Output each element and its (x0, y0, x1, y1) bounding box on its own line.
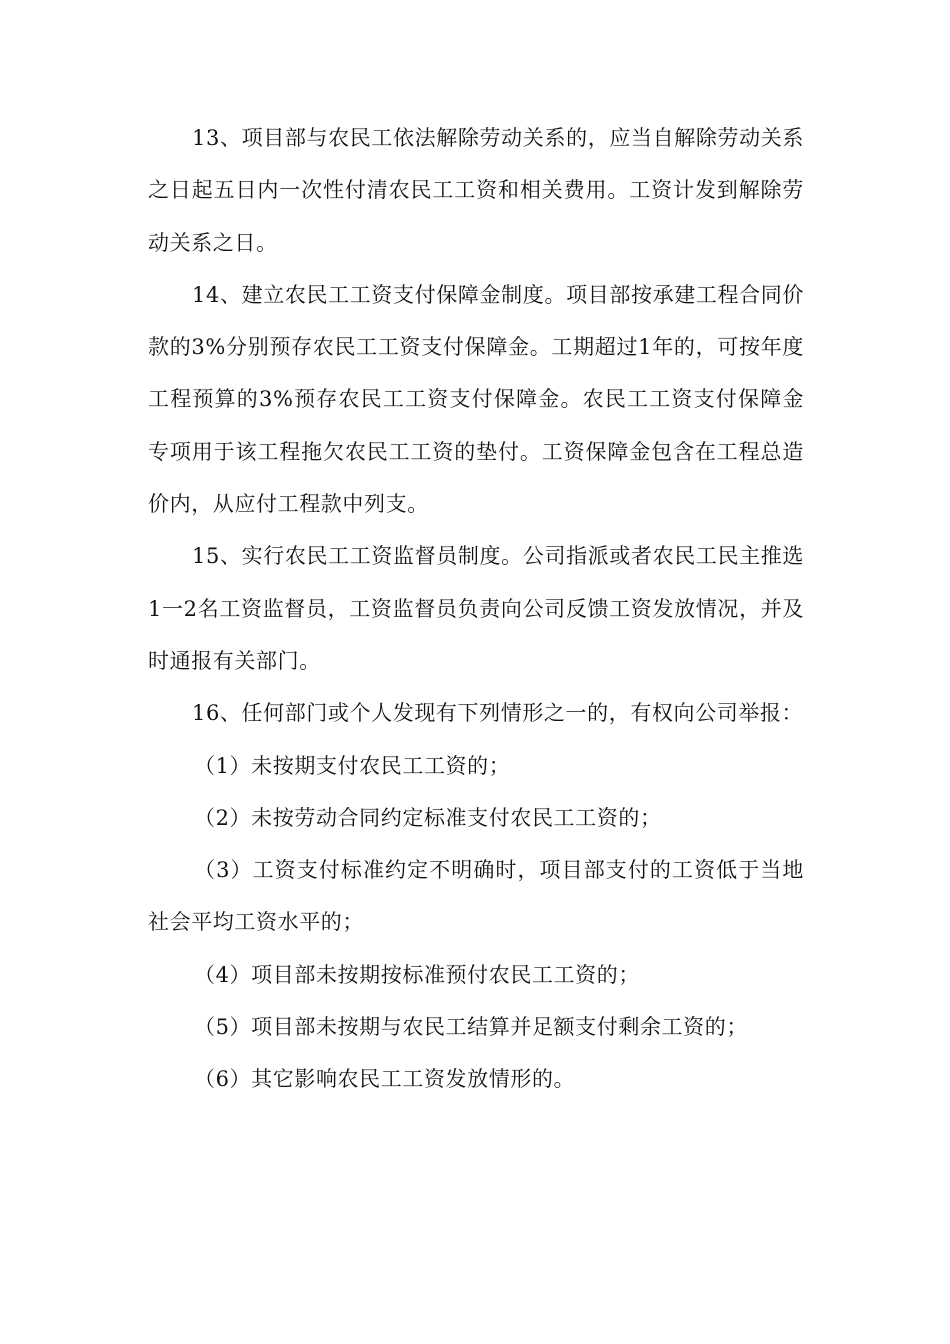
list-item-6: （6）其它影响农民工工资发放情形的。 (194, 1067, 576, 1092)
paragraph-13: 13、项目部与农民工依法解除劳动关系的，应当自解除劳动关系之日起五日内一次性付清农民工工资和相关费用。工资计发到解除劳动关系之日。 (148, 126, 804, 255)
paragraph-14: 14、建立农民工工资支付保障金制度。项目部按承建工程合同价款的3%分别预存农民工工资支付保障金。工期超过1年的，可按年度工程预算的3%预存农民工工资支付保障金。农民工工资支付保障金专项用于该工程拖欠农民工工资的垫付。工资保障金包含在工程总造价内，从应付工程款中列支。 (148, 282, 804, 517)
list-item-5: （5）项目部未按期与农民工结算并足额支付剩余工资的； (194, 1015, 748, 1040)
list-item-1: （1）未按期支付农民工工资的； (194, 753, 511, 778)
document-body (148, 112, 804, 1106)
list-item-4: （4）项目部未按期按标准预付农民工工资的； (194, 962, 640, 987)
paragraph-15: 15、实行农民工工资监督员制度。公司指派或者农民工民主推选1一2名工资监督员，工资监督员负责向公司反馈工资发放情况，并及时通报有关部门。 (148, 544, 804, 673)
paragraph-16: 16、任何部门或个人发现有下列情形之一的，有权向公司举报： (192, 701, 804, 726)
list-item-3: （3）工资支付标准约定不明确时，项目部支付的工资低于当地社会平均工资水平的； (148, 858, 804, 935)
list-item-2: （2）未按劳动合同约定标准支付农民工工资的； (194, 805, 662, 830)
